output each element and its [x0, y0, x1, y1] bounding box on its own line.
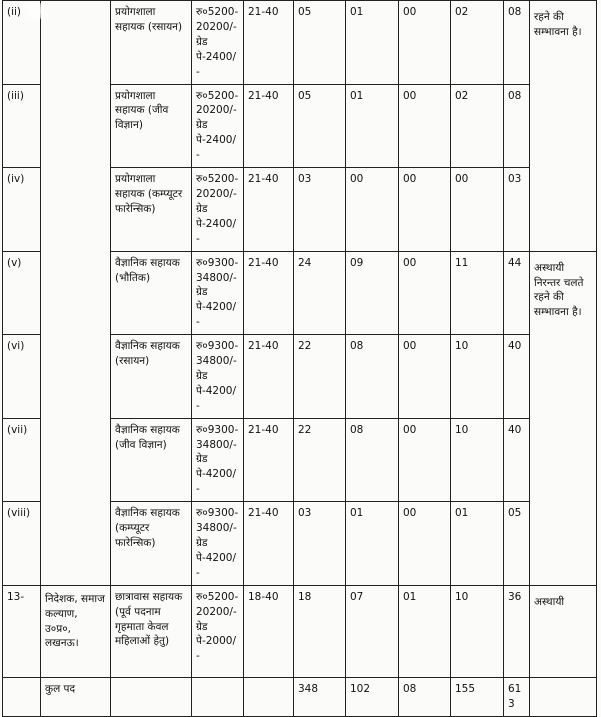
total-count-1: 348: [294, 677, 346, 716]
count-1: 05: [294, 1, 346, 85]
count-total: 44: [504, 251, 530, 335]
count-4: 01: [451, 502, 504, 586]
count-2: 01: [346, 84, 399, 168]
pay-scale: रु०9300-34800/- ग्रेड पे-4200/-: [192, 418, 244, 502]
count-4: 10: [451, 335, 504, 419]
count-2: 09: [346, 251, 399, 335]
total-label: कुल पद: [41, 677, 111, 716]
age-limit: 21-40: [244, 335, 294, 419]
vacancy-table: [2, 0, 597, 717]
post-name: प्रयोगशाला सहायक (रसायन): [111, 1, 192, 85]
serial-number: (iii): [3, 84, 41, 168]
count-total: 05: [504, 502, 530, 586]
serial-number: (vi): [3, 335, 41, 419]
total-empty-cell: [3, 677, 41, 716]
count-2: 08: [346, 418, 399, 502]
age-limit: 21-40: [244, 1, 294, 85]
department-cell: [41, 1, 111, 586]
serial-number: 13-: [3, 585, 41, 677]
age-limit: 21-40: [244, 502, 294, 586]
post-name: वैज्ञानिक सहायक (जीव विज्ञान): [111, 418, 192, 502]
total-row: [3, 677, 597, 716]
post-name: वैज्ञानिक सहायक (रसायन): [111, 335, 192, 419]
pay-scale: रु०9300-34800/- ग्रेड पे-4200/-: [192, 251, 244, 335]
count-4: 10: [451, 418, 504, 502]
remarks: अस्थायी: [530, 585, 597, 677]
count-1: 22: [294, 418, 346, 502]
count-1: 03: [294, 168, 346, 252]
count-4: 10: [451, 585, 504, 677]
count-3: 00: [399, 1, 451, 85]
count-3: 00: [399, 418, 451, 502]
age-limit: 21-40: [244, 251, 294, 335]
count-1: 03: [294, 502, 346, 586]
total-count-2: 102: [346, 677, 399, 716]
count-3: 00: [399, 84, 451, 168]
remarks: अस्थायी निरन्तर चलते रहने की सम्भावना है।: [530, 251, 597, 585]
count-1: 18: [294, 585, 346, 677]
department-name: निदेशक, समाज कल्याण, उ०प्र०, लखनऊ।: [41, 585, 111, 677]
count-1: 22: [294, 335, 346, 419]
remarks: रहने की सम्भावना है।: [530, 1, 597, 252]
count-2: 01: [346, 502, 399, 586]
serial-number: (v): [3, 251, 41, 335]
pay-scale: रु०5200-20200/- ग्रेड पे-2400/-: [192, 168, 244, 252]
pay-scale: रु०9300-34800/- ग्रेड पे-4200/-: [192, 335, 244, 419]
scan-smudge: [22, 2, 50, 20]
table-row: [3, 1, 597, 85]
age-limit: 21-40: [244, 168, 294, 252]
count-1: 24: [294, 251, 346, 335]
serial-number: (vii): [3, 418, 41, 502]
serial-number: (ii): [3, 1, 41, 85]
pay-scale: रु०5200-20200/- ग्रेड पे-2400/-: [192, 84, 244, 168]
total-empty-cell: [244, 677, 294, 716]
count-total: 08: [504, 84, 530, 168]
count-3: 00: [399, 251, 451, 335]
count-3: 01: [399, 585, 451, 677]
count-3: 00: [399, 502, 451, 586]
count-4: 02: [451, 84, 504, 168]
count-total: 36: [504, 585, 530, 677]
count-3: 00: [399, 335, 451, 419]
age-limit: 21-40: [244, 84, 294, 168]
post-name: वैज्ञानिक सहायक (कम्प्यूटर फारेन्सिक): [111, 502, 192, 586]
count-2: 01: [346, 1, 399, 85]
total-count-3: 08: [399, 677, 451, 716]
age-limit: 21-40: [244, 418, 294, 502]
pay-scale: रु०9300-34800/- ग्रेड पे-4200/-: [192, 502, 244, 586]
total-empty-cell: [192, 677, 244, 716]
count-total: 03: [504, 168, 530, 252]
post-name: वैज्ञानिक सहायक (भौतिक): [111, 251, 192, 335]
total-count-total: 613: [504, 677, 530, 716]
count-3: 00: [399, 168, 451, 252]
count-2: 08: [346, 335, 399, 419]
count-2: 07: [346, 585, 399, 677]
total-empty-cell: [530, 677, 597, 716]
count-total: 40: [504, 418, 530, 502]
count-1: 05: [294, 84, 346, 168]
pay-scale: रु०5200-20200/- ग्रेड पे-2000/-: [192, 585, 244, 677]
count-total: 40: [504, 335, 530, 419]
post-name: छात्रावास सहायक (पूर्व पदनाम गृहमाता केवल महिलाओं हेतु): [111, 585, 192, 677]
table-row: [3, 585, 597, 677]
count-4: 02: [451, 1, 504, 85]
count-2: 00: [346, 168, 399, 252]
total-empty-cell: [111, 677, 192, 716]
pay-scale: रु०5200-20200/- ग्रेड पे-2400/-: [192, 1, 244, 85]
post-name: प्रयोगशाला सहायक (कम्प्यूटर फारेन्सिक): [111, 168, 192, 252]
age-limit: 18-40: [244, 585, 294, 677]
count-4: 00: [451, 168, 504, 252]
count-4: 11: [451, 251, 504, 335]
serial-number: (viii): [3, 502, 41, 586]
count-total: 08: [504, 1, 530, 85]
total-count-4: 155: [451, 677, 504, 716]
serial-number: (iv): [3, 168, 41, 252]
post-name: प्रयोगशाला सहायक (जीव विज्ञान): [111, 84, 192, 168]
